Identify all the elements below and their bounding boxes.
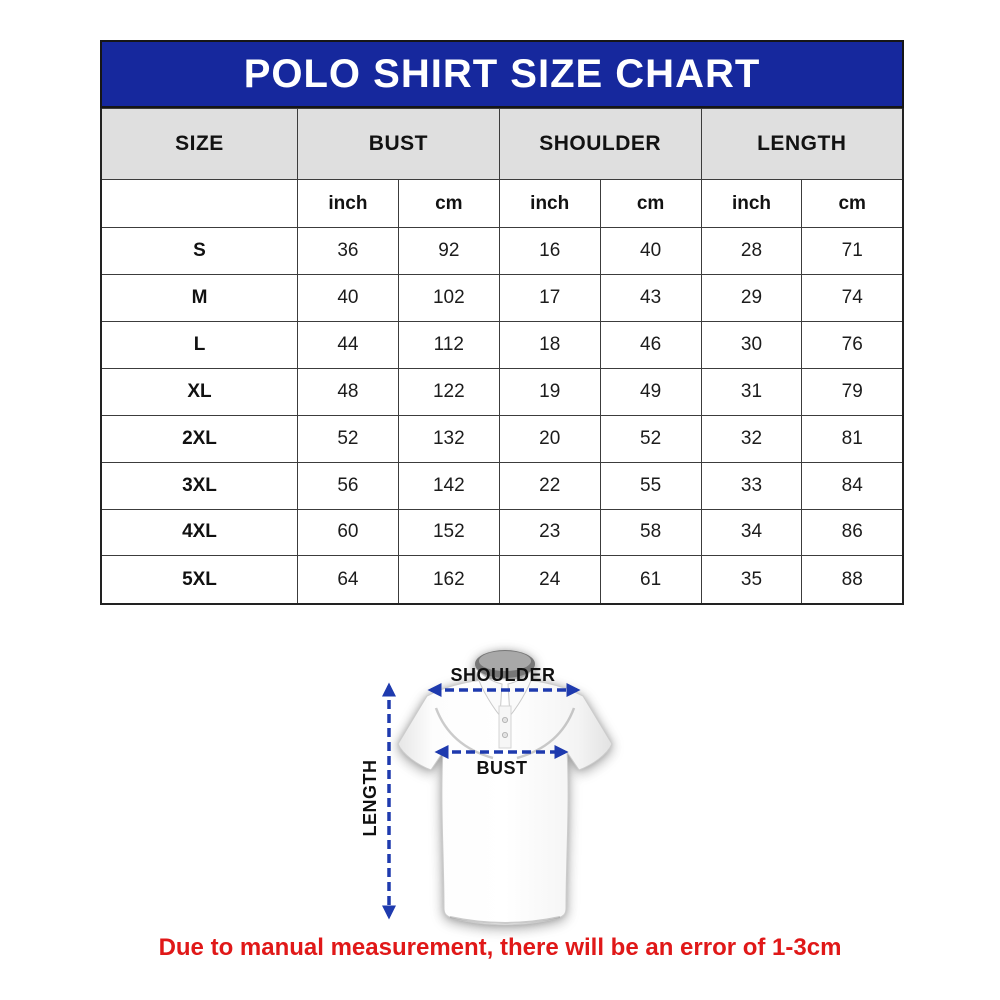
table-row bbox=[101, 415, 903, 462]
length-label: LENGTH bbox=[360, 759, 380, 837]
value-cell: 34 bbox=[701, 509, 802, 556]
table-row bbox=[101, 321, 903, 368]
value-cell: 58 bbox=[600, 509, 701, 556]
footnote: Due to manual measurement, there will be an error of 1-3cm bbox=[158, 934, 842, 961]
size-table bbox=[100, 108, 904, 605]
unit-length-inch: inch bbox=[701, 180, 802, 228]
value-cell: 152 bbox=[398, 509, 499, 556]
unit-shoulder-inch: inch bbox=[499, 180, 600, 228]
table-row bbox=[101, 228, 903, 275]
value-cell: 28 bbox=[701, 228, 802, 275]
chart-title: POLO SHIRT SIZE CHART bbox=[243, 51, 761, 96]
value-cell: 71 bbox=[802, 228, 903, 275]
units-row bbox=[101, 180, 903, 228]
value-cell: 81 bbox=[802, 415, 903, 462]
value-cell: 79 bbox=[802, 368, 903, 415]
col-header-length: LENGTH bbox=[701, 109, 903, 180]
size-cell: 3XL bbox=[101, 462, 297, 509]
value-cell: 55 bbox=[600, 462, 701, 509]
value-cell: 30 bbox=[701, 321, 802, 368]
value-cell: 92 bbox=[398, 228, 499, 275]
size-cell: 4XL bbox=[101, 509, 297, 556]
value-cell: 56 bbox=[297, 462, 398, 509]
value-cell: 162 bbox=[398, 556, 499, 604]
value-cell: 19 bbox=[499, 368, 600, 415]
value-cell: 74 bbox=[802, 274, 903, 321]
table-row bbox=[101, 368, 903, 415]
table-row bbox=[101, 509, 903, 556]
size-chart bbox=[100, 40, 904, 605]
value-cell: 142 bbox=[398, 462, 499, 509]
col-header-bust: BUST bbox=[297, 109, 499, 180]
value-cell: 52 bbox=[600, 415, 701, 462]
value-cell: 88 bbox=[802, 556, 903, 604]
value-cell: 60 bbox=[297, 509, 398, 556]
value-cell: 35 bbox=[701, 556, 802, 604]
chart-title-bar bbox=[100, 40, 904, 108]
table-row bbox=[101, 462, 903, 509]
shirt-measurement-diagram bbox=[350, 638, 660, 948]
size-cell: M bbox=[101, 274, 297, 321]
column-group-row bbox=[101, 109, 903, 180]
table-row bbox=[101, 274, 903, 321]
value-cell: 29 bbox=[701, 274, 802, 321]
value-cell: 84 bbox=[802, 462, 903, 509]
value-cell: 112 bbox=[398, 321, 499, 368]
bust-label: BUST bbox=[476, 758, 528, 778]
value-cell: 122 bbox=[398, 368, 499, 415]
value-cell: 49 bbox=[600, 368, 701, 415]
value-cell: 61 bbox=[600, 556, 701, 604]
value-cell: 52 bbox=[297, 415, 398, 462]
value-cell: 33 bbox=[701, 462, 802, 509]
value-cell: 20 bbox=[499, 415, 600, 462]
size-cell: L bbox=[101, 321, 297, 368]
value-cell: 23 bbox=[499, 509, 600, 556]
value-cell: 40 bbox=[600, 228, 701, 275]
size-cell: S bbox=[101, 228, 297, 275]
value-cell: 132 bbox=[398, 415, 499, 462]
table-row bbox=[101, 556, 903, 604]
value-cell: 48 bbox=[297, 368, 398, 415]
value-cell: 64 bbox=[297, 556, 398, 604]
value-cell: 16 bbox=[499, 228, 600, 275]
value-cell: 18 bbox=[499, 321, 600, 368]
placket-button bbox=[502, 732, 507, 737]
col-header-size: SIZE bbox=[101, 109, 297, 180]
value-cell: 44 bbox=[297, 321, 398, 368]
value-cell: 24 bbox=[499, 556, 600, 604]
size-cell: XL bbox=[101, 368, 297, 415]
unit-length-cm: cm bbox=[802, 180, 903, 228]
unit-bust-cm: cm bbox=[398, 180, 499, 228]
value-cell: 36 bbox=[297, 228, 398, 275]
size-cell: 5XL bbox=[101, 556, 297, 604]
value-cell: 86 bbox=[802, 509, 903, 556]
value-cell: 31 bbox=[701, 368, 802, 415]
unit-shoulder-cm: cm bbox=[600, 180, 701, 228]
placket-button bbox=[502, 717, 507, 722]
units-empty-cell bbox=[101, 180, 297, 228]
shoulder-label: SHOULDER bbox=[450, 665, 556, 685]
value-cell: 46 bbox=[600, 321, 701, 368]
value-cell: 17 bbox=[499, 274, 600, 321]
value-cell: 40 bbox=[297, 274, 398, 321]
value-cell: 43 bbox=[600, 274, 701, 321]
value-cell: 32 bbox=[701, 415, 802, 462]
value-cell: 76 bbox=[802, 321, 903, 368]
col-header-shoulder: SHOULDER bbox=[499, 109, 701, 180]
unit-bust-inch: inch bbox=[297, 180, 398, 228]
placket bbox=[499, 706, 511, 748]
value-cell: 102 bbox=[398, 274, 499, 321]
value-cell: 22 bbox=[499, 462, 600, 509]
size-cell: 2XL bbox=[101, 415, 297, 462]
